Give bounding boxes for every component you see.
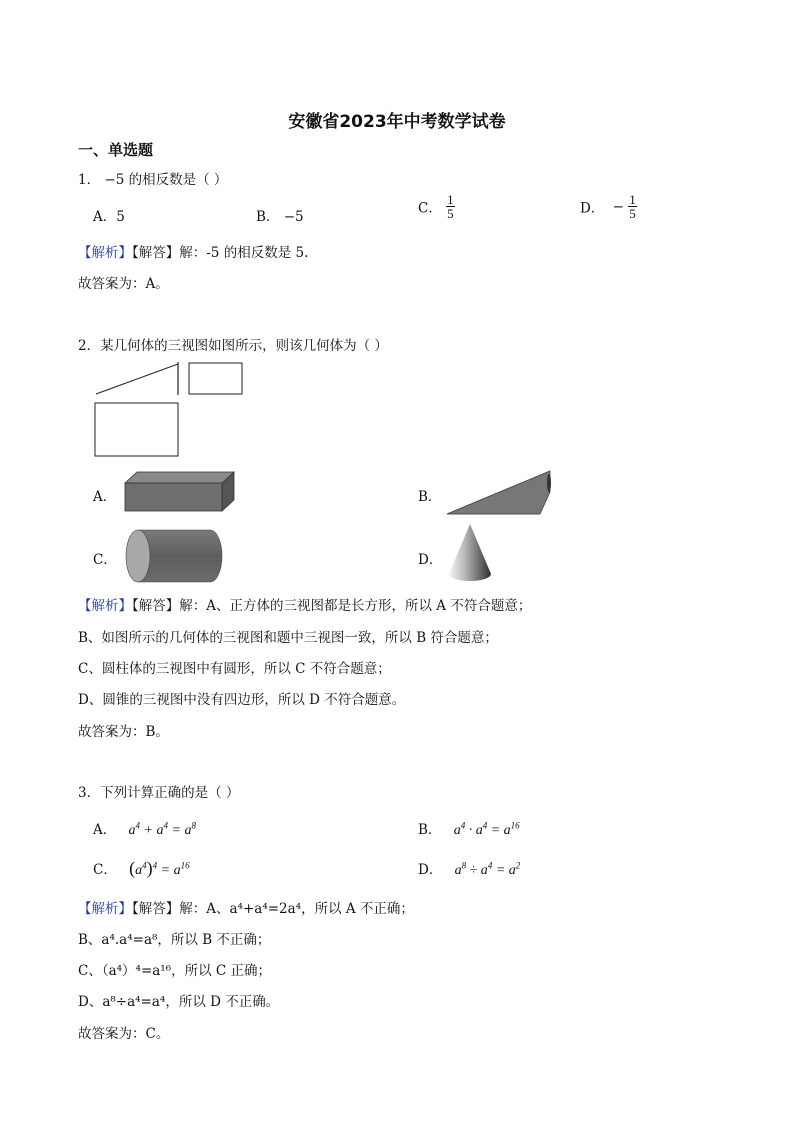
q3-option-c-formula: $(a^4)^4 = a^{16}$	[129, 858, 190, 878]
q1-option-d-sign: −	[612, 198, 624, 215]
q1-option-c-label: C．	[418, 200, 442, 217]
q1-option-a: A．5	[93, 209, 125, 225]
q2-option-c-label: C．	[93, 552, 117, 568]
q3-analysis-tag: 【解析】	[78, 901, 132, 917]
q1-option-d-label: D．	[580, 200, 605, 217]
q3-option-d	[418, 858, 520, 879]
q2-solution-line-3: C、圆柱体的三视图中有圆形，所以 C 不符合题意；	[78, 661, 391, 677]
q3-option-d-label: D．	[418, 862, 443, 878]
q1-option-d-denominator: 5	[629, 206, 636, 221]
q1-option-d	[580, 193, 637, 220]
cone-figure	[446, 522, 496, 584]
q1-answer: 故答案为：A。	[78, 276, 169, 292]
q3-option-a	[93, 818, 196, 839]
q3-option-b-formula: $a^4 \cdot a^4 = a^{16}$	[453, 820, 520, 838]
q3-option-b	[418, 818, 520, 839]
q3-option-a-formula: $a^4 + a^4 = a^8$	[128, 820, 196, 838]
q2-option-a-label: A．	[93, 489, 117, 505]
q1-solution	[78, 241, 308, 261]
q2-solution-text-1: 【解答】解：A、正方体的三视图都是长方形，所以 A 不符合题意；	[132, 598, 532, 614]
q3-option-c-label: C．	[93, 862, 117, 878]
q3-solution-line-1	[78, 897, 414, 917]
q3-solution-line-2: B、a⁴.a⁴=a⁸，所以 B 不正确；	[78, 932, 271, 948]
q2-answer: 故答案为：B。	[78, 724, 169, 740]
q2-analysis-tag: 【解析】	[78, 598, 132, 614]
side-view-rectangle	[189, 363, 242, 394]
q3-option-b-label: B．	[418, 822, 442, 838]
top-view-rectangle	[95, 403, 178, 456]
q1-stem: 1． −5 的相反数是（ ）	[78, 172, 228, 188]
q3-solution-line-3: C、（a⁴）⁴=a¹⁶，所以 C 正确；	[78, 963, 272, 979]
q1-option-c-denominator: 5	[447, 206, 454, 221]
cuboid-figure	[120, 470, 238, 515]
cylinder-figure	[120, 527, 230, 585]
q2-option-d-label: D．	[418, 552, 443, 568]
triangular-prism-figure	[444, 467, 554, 517]
q2-solution-line-2: B、如图所示的几何体的三视图和题中三视图一致，所以 B 符合题意；	[78, 630, 498, 646]
three-view-figure	[92, 360, 252, 460]
q2-solution-line-4: D、圆锥的三视图中没有四边形，所以 D 不符合题意。	[78, 692, 406, 708]
q3-solution-line-4: D、a⁸÷a⁴=a⁴，所以 D 不正确。	[78, 994, 280, 1010]
q3-option-a-label: A．	[93, 822, 117, 838]
q1-option-c-numerator: 1	[447, 192, 454, 207]
q1-analysis-tag: 【解析】	[78, 245, 132, 261]
q2-solution-line-1	[78, 594, 531, 614]
q3-option-c	[93, 858, 190, 879]
q1-option-d-fraction	[628, 193, 637, 220]
q3-solution-text-1: 【解答】解：A、a⁴+a⁴=2a⁴，所以 A 不正确；	[132, 901, 414, 917]
q2-option-b-label: B．	[418, 489, 442, 505]
q1-solution-text: 【解答】解：-5 的相反数是 5.	[132, 245, 309, 261]
q1-option-c-fraction	[446, 193, 455, 220]
q1-option-b: B． −5	[256, 209, 304, 225]
q1-option-c	[418, 193, 455, 220]
section-heading: 一、单选题	[78, 141, 154, 159]
front-view-triangle	[96, 362, 178, 395]
q2-stem: 2．某几何体的三视图如图所示，则该几何体为（ ）	[78, 338, 388, 354]
page-title: 安徽省2023年中考数学试卷	[288, 112, 506, 132]
q3-answer: 故答案为：C。	[78, 1026, 170, 1042]
q3-stem: 3．下列计算正确的是（ ）	[78, 785, 240, 801]
q3-option-d-formula: $a^8 \div a^4 = a^2$	[454, 860, 521, 878]
q1-option-d-numerator: 1	[629, 192, 636, 207]
